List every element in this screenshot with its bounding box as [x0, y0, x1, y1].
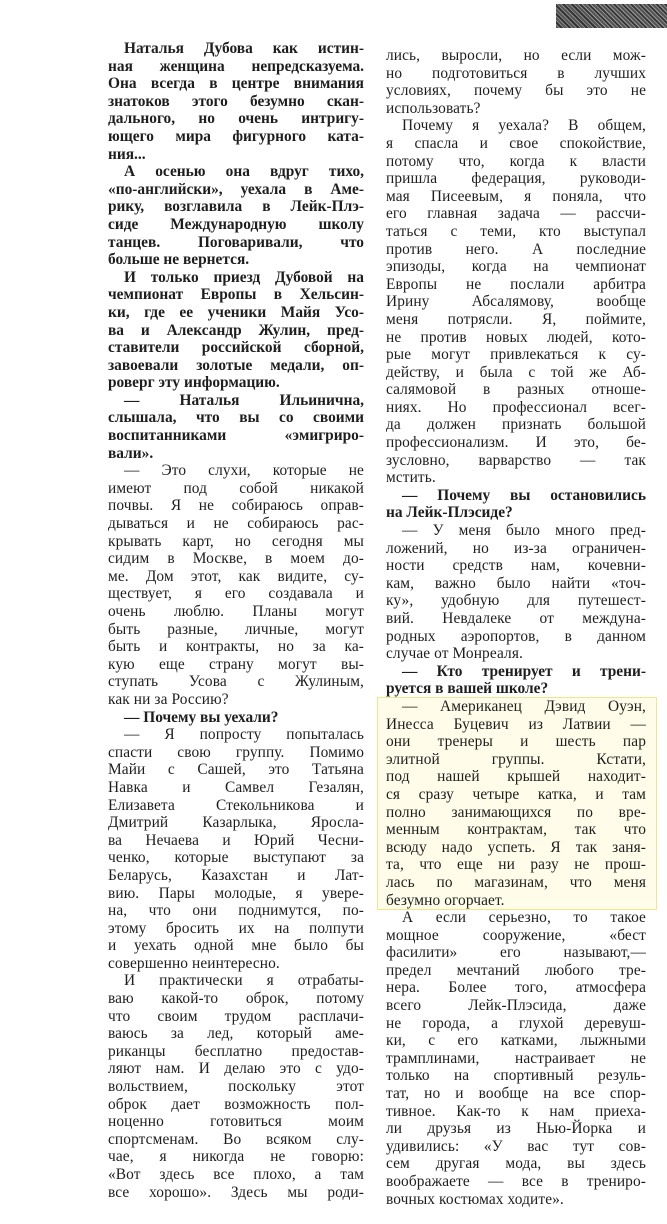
text-line: Европы не послали арбитра — [386, 275, 646, 293]
paragraph — [386, 909, 646, 1208]
text-line: предел мечтаний любого тре- — [386, 961, 646, 979]
text-line: ния... — [108, 145, 146, 163]
paragraph — [108, 269, 364, 392]
text-line: использовать? — [386, 99, 481, 117]
paragraph — [108, 40, 364, 163]
paragraph — [386, 522, 646, 663]
text-line: ченко, которые выступают за — [108, 849, 364, 867]
text-line: рику, возглавила в Лейк-Плэ- — [108, 198, 364, 216]
text-line: случае от Монреаля. — [386, 645, 523, 663]
paragraph — [108, 392, 364, 462]
text-line: меня потрясли. Я, поймите, — [386, 310, 646, 328]
text-line: ки, где ее ученики Майя Усо- — [108, 303, 364, 321]
text-line: та, что еще ни разу не прош- — [386, 856, 646, 874]
text-line: оброк дает возможность пол- — [108, 1095, 364, 1113]
text-line: руется в вашей школе? — [386, 680, 549, 698]
text-line: вий. Невдалеке от междуна- — [386, 610, 646, 627]
text-line: этому бросить их на полпути — [108, 919, 364, 937]
text-line: «Вот здесь все плохо, а там — [108, 1166, 364, 1183]
text-line: пришла федерация, руководи- — [386, 170, 646, 188]
text-line: да должен признать большой — [386, 416, 646, 434]
text-line: ки, с его катками, лыжными — [386, 1032, 646, 1050]
text-line: но подготовиться в лучших — [386, 64, 646, 82]
paragraph — [108, 709, 364, 727]
text-line: И практически я отрабаты- — [124, 972, 364, 990]
text-line: Навка и Самвел Гезалян, — [108, 778, 364, 796]
text-line: рые могут привлекаться к су- — [386, 346, 646, 364]
text-line: потому что, когда к власти — [386, 152, 646, 170]
text-line: ва Нечаева и Юрий Чесни- — [108, 831, 364, 849]
text-line: завоевали золотые медали, оп- — [108, 356, 364, 374]
text-line: роверг эту информацию. — [108, 374, 280, 392]
text-line: сем другая мода, вы здесь — [386, 1155, 646, 1173]
text-line: полно занимающихся по вре- — [386, 803, 646, 821]
text-line: лись, выросли, но если мож- — [386, 47, 646, 64]
text-line: на Лейк-Плэсиде? — [386, 504, 513, 522]
text-line: воспитанниками «эмигриро- — [108, 427, 364, 445]
text-line: танцев. Поговаривали, что — [108, 233, 364, 251]
text-line: мстить. — [386, 469, 436, 487]
text-line: я спасла и свое спокойствие, — [386, 134, 646, 152]
text-line: менным контрактам, так что — [386, 821, 646, 839]
text-line: чае, я никогда не говорю: — [108, 1148, 364, 1166]
text-line: А осенью она вдруг тихо, — [124, 163, 364, 181]
text-line: быть и контракты, но за ка- — [108, 638, 364, 656]
text-line: сидим в Москве, в моем до- — [108, 550, 364, 568]
text-line: мощное сооружение, «бест — [386, 926, 646, 944]
text-line: ли друзья из Нью-Йорка и — [386, 1120, 646, 1138]
text-line: Беларусь, Казахстан и Лат- — [108, 866, 364, 884]
text-line: воображаете — все в трениро- — [386, 1173, 646, 1190]
text-line: все хорошо». Здесь мы роди- — [108, 1183, 364, 1201]
paragraph — [386, 47, 646, 117]
text-line: слышала, что вы со своими — [108, 409, 364, 427]
text-line: — Наталья Ильинична, — [124, 391, 364, 409]
text-line: почвы. Я не собираюсь оправ- — [108, 497, 364, 515]
text-line: чемпионат Европы в Хельсин- — [108, 286, 364, 304]
text-line: лась по магазинам, что меня — [386, 873, 646, 891]
text-line: они тренеры и шесть пар — [386, 733, 646, 751]
text-line: — Это слухи, которые не — [124, 462, 364, 480]
text-line: — Почему вы уехали? — [124, 708, 279, 726]
text-line: салямовой в разных отноше- — [386, 381, 646, 399]
text-line: Наталья Дубова как истин- — [124, 40, 364, 57]
text-line: ваю какой-то оброк, потому — [108, 990, 364, 1008]
text-line: крывать карт, но сегодня мы — [108, 532, 364, 550]
text-line: как ни за Россию? — [108, 690, 229, 708]
text-line: условиях, почему бы это не — [386, 82, 646, 100]
text-line: дального, но очень интригу- — [108, 110, 364, 128]
text-line: Инесса Буцевич из Латвии — — [386, 715, 646, 733]
text-line: И только приезд Дубовой на — [124, 268, 364, 286]
text-line: всюду надо успеть. Я так заня- — [386, 838, 646, 856]
text-line: риканцы бесплатно предостав- — [108, 1042, 364, 1060]
text-line: ниях. Но профессионал всег- — [386, 398, 646, 416]
text-line: не города, а глухой деревуш- — [386, 1014, 646, 1032]
text-line: что своим трудом расплачи- — [108, 1007, 364, 1025]
text-line: на, что они поднимутся, по- — [108, 902, 364, 920]
text-line: не против новых людей, кото- — [386, 328, 646, 346]
text-line: нера. Более того, атмосфера — [386, 979, 646, 997]
text-line: ваюсь за лед, который аме- — [108, 1025, 364, 1043]
text-line: зусловно, варварство — так — [386, 451, 646, 469]
text-line: ляют нам. И делаю это с удо- — [108, 1060, 364, 1078]
text-line: Майи с Сашей, это Татьяна — [108, 761, 364, 779]
paragraph — [108, 462, 364, 708]
text-line: таться с теми, кто выступал — [386, 222, 646, 240]
article-column-right — [386, 47, 646, 1208]
text-line: только на спортивный резуль- — [386, 1067, 646, 1085]
text-line: А если серьезно, то такое — [402, 909, 646, 927]
text-line: вию. Пары молодые, я увере- — [108, 884, 364, 902]
text-line: Почему я уехала? В общем, — [402, 117, 646, 135]
text-line: профессионализм. И это, бе- — [386, 434, 646, 452]
text-line: его главная задача — рассчи- — [386, 205, 646, 223]
text-line: ва и Александр Жулин, пред- — [108, 321, 364, 339]
text-line: эпизоды, когда на чемпионат — [386, 258, 646, 276]
text-line: Дмитрий Казарлыка, Яросла- — [108, 814, 364, 832]
text-line: кую еще страну могут вы- — [108, 655, 364, 673]
text-line: знатоков этого безумно скан- — [108, 92, 364, 110]
paragraph — [108, 972, 364, 1201]
text-line: элитной группы. Кстати, — [386, 750, 646, 768]
text-line: фасилити» его называют,— — [386, 944, 646, 962]
text-line: Елизавета Стекольникова и — [108, 796, 364, 814]
paragraph — [386, 117, 646, 486]
text-line: — Кто тренирует и трени- — [402, 662, 646, 680]
text-line: против него. А последние — [386, 240, 646, 258]
text-line: под нашей крышей находит- — [386, 768, 646, 786]
text-line: удивились: «У вас тут сов- — [386, 1137, 646, 1155]
text-line: — Американец Дэвид Оуэн, — [402, 697, 646, 715]
text-line: имеют под собой никакой — [108, 479, 364, 497]
text-line: — Я попросту попыталась — [124, 726, 364, 744]
text-line: тивное. Как-то к нам приеха- — [386, 1102, 646, 1120]
text-line: — У меня было много пред- — [402, 522, 646, 540]
text-line: — Почему вы остановились — [402, 486, 646, 504]
text-line: действу, и была с той же Аб- — [386, 363, 646, 381]
text-line: родных аэропортов, в данном — [386, 627, 646, 645]
text-line: дываться и не собираюсь рас- — [108, 515, 364, 533]
paragraph — [108, 726, 364, 972]
text-line: вольствием, поскольку этот — [108, 1078, 364, 1096]
text-line: вочных костюмах ходите». — [386, 1190, 564, 1208]
text-line: ществует, я его создавала и — [108, 585, 364, 603]
text-line: совершенно неинтересно. — [108, 954, 280, 972]
text-line: и уехать одной мне было бы — [108, 937, 364, 955]
text-line: ная женщина непредсказуема. — [108, 57, 364, 75]
text-line: ложений, но из-за ограничен- — [386, 539, 646, 557]
paragraph — [386, 663, 646, 698]
text-line: больше не вернется. — [108, 251, 250, 269]
text-line: быть разные, личные, могут — [108, 620, 364, 638]
text-line: ставители российской сборной, — [108, 339, 364, 357]
text-line: ме. Дом этот, как видите, су- — [108, 567, 364, 585]
text-line: ступать Усова с Жулиным, — [108, 673, 364, 691]
text-line: ности средств нам, кочевни- — [386, 557, 646, 575]
text-line: мая Писеевым, я поняла, что — [386, 187, 646, 205]
text-line: Она всегда в центре внимания — [108, 75, 364, 93]
text-line: ся сразу четыре катка, и там — [386, 785, 646, 803]
text-line: ку», удобную для путешест- — [386, 592, 646, 610]
text-line: спасти свою группу. Помимо — [108, 743, 364, 761]
article-column-left — [108, 40, 364, 1201]
scan-artifact — [556, 4, 667, 28]
text-line: тат, но и вообще на все спор- — [386, 1085, 646, 1103]
text-line: безумно огорчает. — [386, 891, 505, 909]
text-line: ющего мира фигурного ката- — [108, 127, 364, 145]
text-line: вали». — [108, 444, 154, 462]
text-line: сиде Международную школу — [108, 215, 364, 233]
text-line: трамплинами, настраивает не — [386, 1049, 646, 1067]
highlighted-paragraph — [378, 698, 656, 909]
text-line: очень люблю. Планы могут — [108, 603, 364, 620]
text-line: ноценно готовиться моим — [108, 1113, 364, 1131]
text-line: всего Лейк-Плэсида, даже — [386, 997, 646, 1015]
paragraph — [108, 163, 364, 269]
text-line: кам, важно было найти «точ- — [386, 574, 646, 592]
text-line: Ирину Абсалямову, вообще — [386, 293, 646, 311]
text-line: спортсменам. Во всяком слу- — [108, 1130, 364, 1148]
paragraph — [386, 487, 646, 522]
text-line: «по-английски», уехала в Аме- — [108, 180, 364, 198]
